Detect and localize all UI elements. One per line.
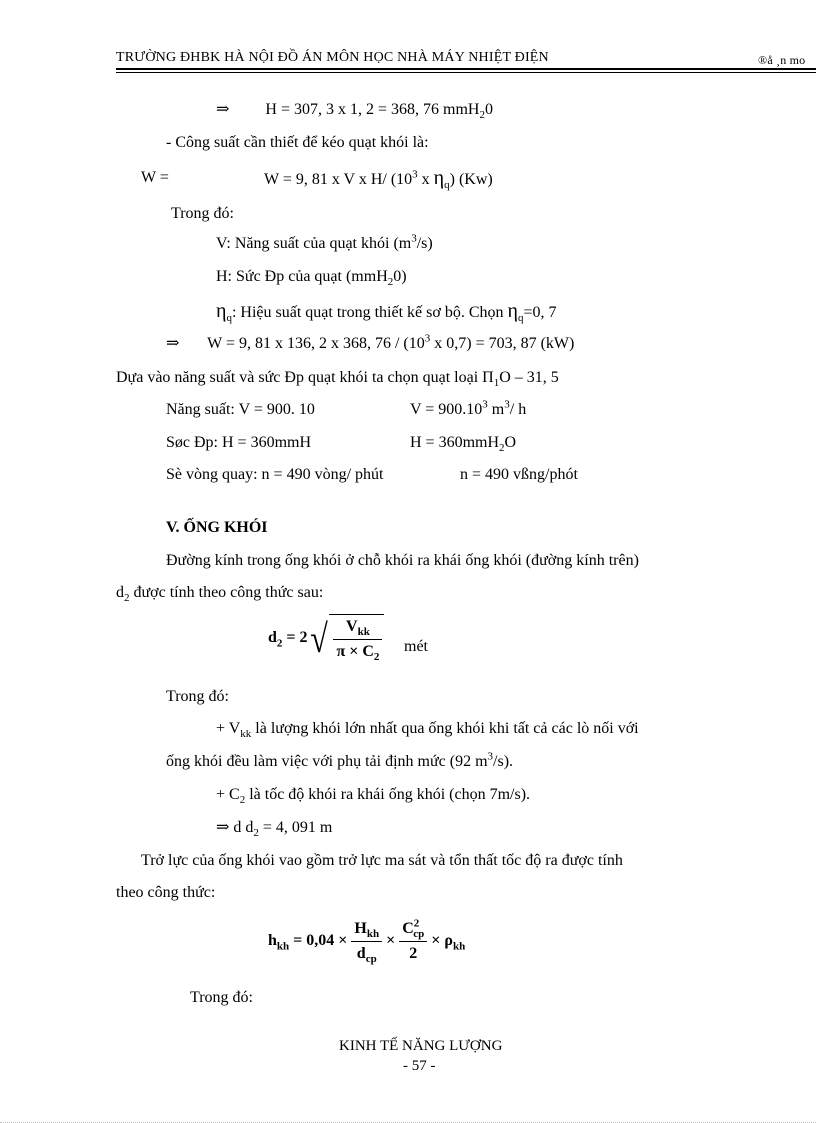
where-label-3: Trong đó:	[190, 989, 253, 1006]
unit-met: mét	[404, 638, 428, 655]
header-rule-thick	[116, 68, 816, 70]
capacity-left: Năng suất: V = 900. 10	[166, 401, 315, 418]
sqrt-symbol: √	[309, 615, 328, 661]
h-definition: H: Sức Ðp của quạt (mmH$_2$0)	[216, 268, 407, 289]
paragraph-1b: $d_2$ được tính theo công thức sau:	[116, 584, 324, 605]
rpm-left: Sè vòng quay: n = 490 vòng/ phút	[166, 466, 384, 483]
hkh-fraction-1: $\frac{H_{kh}}{d_{cp}}$	[351, 918, 382, 965]
page-number: - 57 -	[403, 1058, 436, 1074]
fan-choice: Dựa vào năng suất và sức Ðp quạt khói ta chọn quạt loại $\Pi_1O - 31$, 5	[116, 369, 559, 390]
pressure-right: H = 360mmH$_2$O	[410, 434, 517, 455]
w-formula: W = 9, 81 x V x H/ ($10^3$ x $\eta_q$) (Kw)	[264, 167, 493, 192]
footer-title: KINH TẾ NĂNG LƯỢNG	[339, 1038, 503, 1054]
hkh-fraction-2: $\frac{C^2_{cp}}{2}$	[399, 918, 427, 965]
capacity-right: $V = 900.10^3$ $m^3/$ h	[410, 398, 527, 418]
vkk-def-1: + $V_{kk}$ là lượng khói lớn nhất qua ống khói khi tất cả các lò nối với	[216, 720, 639, 741]
eta-definition: $\eta_q$: Hiệu suất quạt trong thiết kế sơ bộ. Chọn $\eta_q=0$, 7	[216, 300, 557, 325]
formula-d2: $d_2 = 2√$ $\frac{V_{kk}}{\pi \times C_2}$	[268, 614, 384, 663]
d2-fraction: $\frac{V_{kk}}{\pi \times C_2}$	[333, 616, 382, 663]
rpm-right: n = 490 vßng/phót	[460, 466, 578, 483]
paragraph-1a: Đường kính trong ống khói ở chỗ khói ra khái ống khói (đường kính trên)	[166, 552, 639, 569]
header-title: TRƯỜNG ĐHBK HÀ NỘI ĐỒ ÁN MÔN HỌC NHÀ MÁY NHIỆT ĐIỆN	[116, 50, 549, 65]
paragraph-2a: Trở lực của ống khói vao gồm trở lực ma sát và tổn thất tốc độ ra được tính	[141, 852, 623, 869]
pressure-left: Søc Ðp: H = 360mmH	[166, 434, 312, 451]
where-label-1: Trong đó:	[171, 205, 234, 222]
header-rule-thin	[116, 72, 816, 73]
c2-def: + $C_2$ là tốc độ khói ra khái ống khói (chọn 7m/s).	[216, 786, 531, 807]
formula-hkh: $h_{kh} = 0,04$ × $\frac{H_{kh}}{d_{cp}}$ × $\frac{C^2_{cp}}{2}$ × $\rho_{kh}$	[268, 917, 466, 966]
implies-symbol: ⇒	[166, 335, 180, 352]
header-right: ®å ¸n mo	[758, 53, 806, 67]
vkk-def-2: ống khói đều làm việc với phụ tải định mức (92 $m^3/s$).	[166, 750, 514, 770]
paragraph-2b: theo công thức:	[116, 884, 216, 901]
d-result: ⇒ d $d_2 = 4$, 091 m	[216, 819, 333, 840]
where-label-2: Trong đó:	[166, 688, 229, 705]
implies-symbol: ⇒	[216, 101, 230, 118]
h-result-line: ⇒ H = 307, 3 x 1, 2 = 368, 76 mmH$_2$0	[216, 101, 493, 122]
section-heading: V. ỐNG KHÓI	[166, 519, 268, 536]
power-intro: - Công suất cần thiết để kéo quạt khói là:	[166, 134, 429, 151]
w-label: W =	[141, 169, 169, 186]
v-definition: V: Năng suất của quạt khói $(m^3/s)$	[216, 232, 433, 252]
w-calc-line: ⇒ W = 9, 81 x 136, 2 x 368, $76 / (10^3$ x 0,7) = 703, 87 (kW)	[166, 332, 575, 352]
